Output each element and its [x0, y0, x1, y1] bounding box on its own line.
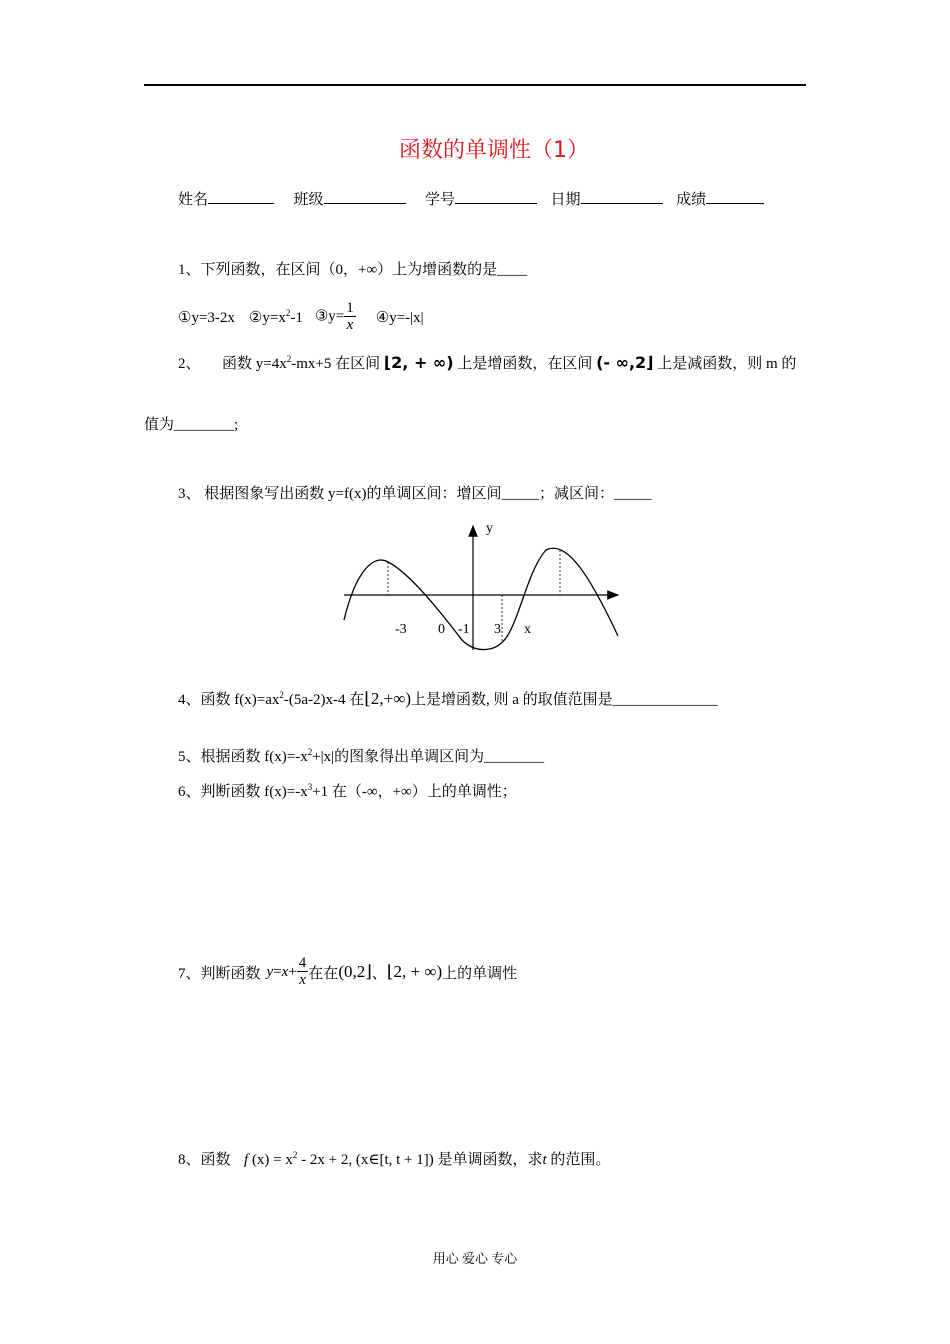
- date-label: 日期: [550, 192, 581, 208]
- q1-option-3: ③y= $\frac{1}{x}$: [314, 300, 354, 333]
- question-4: 4、函数 $f(x)=ax^2-(5a-2)x-4$ 在⌊2,+∞)上是增函数, 则 a 的取值范围是______________: [178, 689, 718, 708]
- y-axis-label: y: [486, 521, 493, 536]
- name-blank[interactable]: [208, 189, 274, 204]
- q3-function-graph: [330, 512, 630, 662]
- tick-label-3: 3: [494, 622, 501, 637]
- date-blank[interactable]: [581, 189, 663, 204]
- page-footer: 用心 爱心 专心: [432, 1251, 518, 1266]
- q7-interval-2: ⌊2, + ∞): [386, 962, 443, 981]
- question-3-stem: 3、 根据图象写出函数 y=f(x)的单调区间：增区间_____；减区间：_____: [178, 486, 652, 502]
- question-5: 5、根据函数 $f(x)=-x^2+|x|$的图象得出单调区间为________: [178, 747, 545, 765]
- page-title: 函数的单调性（1）: [399, 138, 589, 163]
- question-6: 6、判断函数 $f(x)=-x^3+1$ 在（-∞，+∞）上的单调性；: [178, 782, 517, 800]
- name-label: 姓名: [178, 192, 209, 208]
- question-2-line-1: 2、 函数 $y=4x^2-mx+5$ 在区间 ⌊2, + ∞) 上是增函数，在区间 (- ∞,2⌋ 上是减函数，则 m 的: [178, 353, 797, 372]
- tick-label-x: x: [524, 622, 531, 637]
- q1-option-2: $②y=x^2-1$: [248, 307, 303, 326]
- tick-label-neg3: -3: [395, 622, 407, 637]
- q1-option-1: ①y=3-2x: [178, 309, 235, 326]
- tick-label-neg1: -1: [458, 622, 470, 637]
- q2-interval-increasing: ⌊2, + ∞): [383, 353, 454, 372]
- score-blank[interactable]: [706, 189, 764, 204]
- question-8: 8、函数 f $(x) = x^2 - 2x + 2$, (x∈[t, t + 1]) 是单调函数，求t 的范围。: [178, 1150, 611, 1168]
- q1-option-4: ④y=-|x|: [375, 309, 424, 326]
- class-label: 班级: [293, 192, 324, 208]
- question-1-options: [178, 294, 424, 340]
- question-2-line-2: 值为________;: [144, 417, 239, 433]
- question-1-stem: 1、下列函数，在区间（0，+∞）上为增函数的是____: [178, 262, 528, 278]
- q7-fraction: $\frac{4}{x}$: [298, 955, 307, 988]
- q2-interval-decreasing: (- ∞,2⌋: [596, 353, 654, 372]
- student-info-line: [178, 188, 764, 209]
- student-no-label: 学号: [425, 192, 456, 208]
- class-blank[interactable]: [324, 189, 406, 204]
- question-7: 7、判断函数 y = x + $\frac{4}{x}$ 在在 (0,2⌋ 、 ⌊2, + ∞) 上的单调性: [178, 955, 518, 988]
- q7-interval-1: (0,2⌋: [338, 962, 372, 981]
- student-no-blank[interactable]: [455, 189, 537, 204]
- tick-label-0: 0: [438, 622, 445, 637]
- q1-option-3-fraction: $\frac{1}{x}$: [346, 300, 354, 333]
- header-rule: [144, 84, 806, 86]
- q4-interval: ⌊2,+∞): [364, 689, 411, 708]
- score-label: 成绩: [676, 192, 707, 208]
- function-curve: [344, 548, 618, 649]
